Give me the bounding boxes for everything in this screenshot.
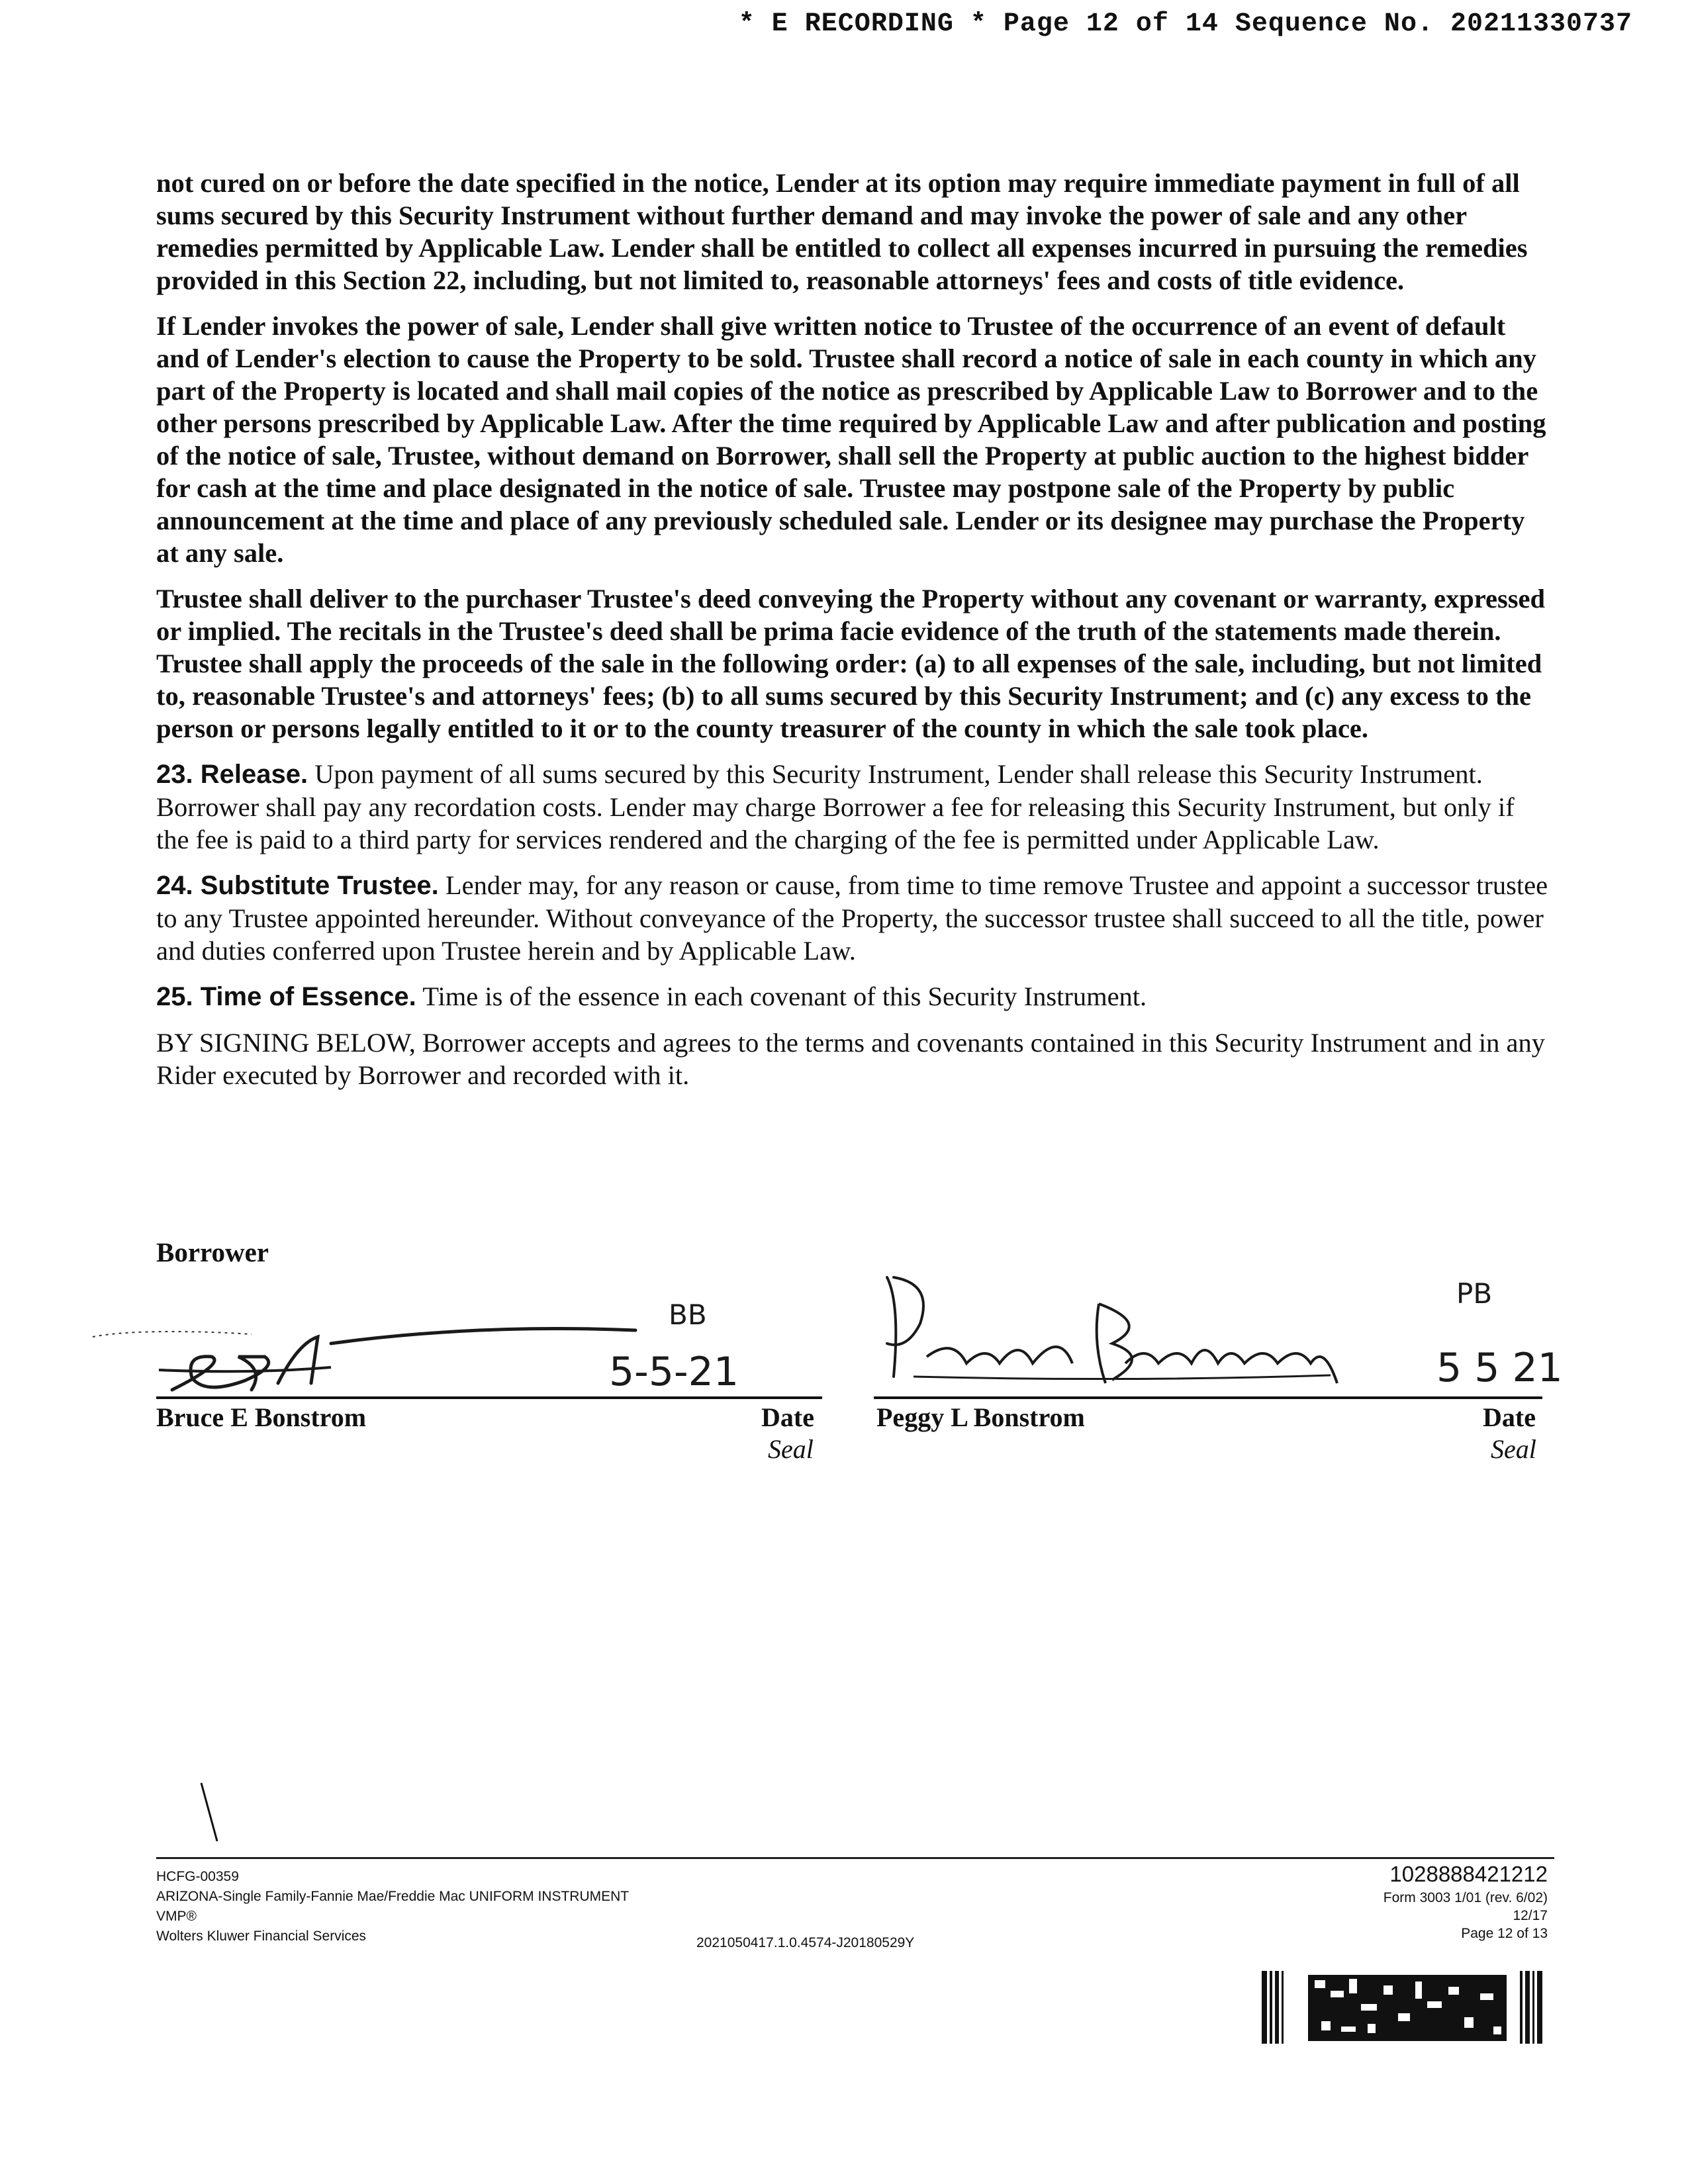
borrower-label: Borrower: [156, 1237, 269, 1267]
recording-stamp: * E RECORDING * Page 12 of 14 Sequence No. 20211330737: [738, 9, 1632, 39]
section-24-text: Lender may, for any reason or cause, from time to time remove Trustee and appoint a successor trustee to any Trustee appointed hereunder. Without conveyance of the Property, the successor trustee shall succeed to all the title, power and duties conferred upon Trustee herein and by Applicable Law.: [156, 870, 1548, 966]
document-body: [156, 167, 1553, 1105]
signature-peggy: [874, 1264, 1350, 1416]
handwritten-date-bruce: 5-5-21: [609, 1349, 739, 1395]
trustee-deed-paragraph: Trustee shall deliver to the purchaser Trustee's deed conveying the Property without any covenant or warranty, expressed or implied. The recitals in the Trustee's deed shall be prima facie evidence of the truth of the statements made therein. Trustee shall apply the proceeds of the sale in the following order: (a) to all expenses of the sale, including, but not limited to, reasonable Trustee's and attorneys' fees; (b) to all sums secured by this Security Instrument; and (c) any excess to the person or persons legally entitled to it or to the county treasurer of the county in which the sale took place.: [156, 584, 1546, 743]
page-number: Page 12 of 13: [1461, 1926, 1548, 1941]
footer-document-code: 2021050417.1.0.4574-J20180529Y: [696, 1935, 915, 1950]
signature-line-peggy: [874, 1396, 1542, 1399]
section-23: [156, 758, 1553, 856]
footer-right: [1383, 1861, 1548, 1942]
footer-form-code: HCFG-00359: [156, 1869, 239, 1884]
section-23-heading: 23. Release.: [156, 760, 308, 789]
section-24-heading: 24. Substitute Trustee.: [156, 871, 439, 900]
seal-label-bruce: Seal: [768, 1434, 814, 1464]
section-24: [156, 869, 1553, 967]
remedies-paragraph: not cured on or before the date specified in the notice, Lender at its option may require immediate payment in full of all sums secured by this Security Instrument without further demand and may invoke the power of sale and any other remedies permitted by Applicable Law. Lender shall be entitled to collect all expenses incurred in pursuing the remedies provided in this Section 22, including, but not limited to, reasonable attorneys' fees and costs of title evidence.: [156, 168, 1528, 295]
footer-left: [156, 1868, 629, 1947]
footer-vmp: VMP®: [156, 1909, 197, 1924]
power-of-sale-paragraph: If Lender invokes the power of sale, Lender shall give written notice to Trustee of the occurrence of an event of default and of Lender's election to cause the Property to be sold. Trustee shall record a notice of sale in each county in which any part of the Property is located and shall mail copies of the notice as prescribed by Applicable Law to Borrower and to the other persons prescribed by Applicable Law. After the time required by Applicable Law and after publication and posting of the notice of sale, Trustee, without demand on Borrower, shall sell the Property at public auction to the highest bidder for cash at the time and place designated in the notice of sale. Trustee may postpone sale of the Property by public announcement at the time and place of any previously scheduled sale. Lender or its designee may purchase the Property at any sale.: [156, 311, 1546, 568]
initials-bruce: BB: [669, 1298, 707, 1331]
signer-name-peggy: Peggy L Bonstrom: [876, 1402, 1085, 1432]
form-revision: 12/17: [1513, 1908, 1548, 1923]
signing-statement: BY SIGNING BELOW, Borrower accepts and agrees to the terms and covenants contained in this Security Instrument and in any Rider executed by Borrower and recorded with it.: [156, 1028, 1545, 1090]
initials-peggy: PB: [1456, 1277, 1493, 1310]
handwritten-date-peggy: 5 5 21: [1436, 1345, 1563, 1391]
footer-rule: [156, 1857, 1554, 1859]
signature-bruce: [79, 1317, 675, 1410]
section-25: [156, 980, 1553, 1013]
form-number: Form 3003 1/01 (rev. 6/02): [1383, 1890, 1548, 1905]
section-23-text: Upon payment of all sums secured by this Security Instrument, Lender shall release this Security Instrument. Borrower shall pay any recordation costs. Lender may charge Borrower a fee for releasing this Security Instrument, but only if the fee is paid to a third party for services rendered and the charging of the fee is permitted under Applicable Law.: [156, 759, 1515, 854]
stray-pen-mark: [199, 1780, 225, 1846]
date-label-bruce: Date: [761, 1402, 814, 1432]
footer-instrument-title: ARIZONA-Single Family-Fannie Mae/Freddie Mac UNIFORM INSTRUMENT: [156, 1889, 630, 1904]
loan-number: 1028888421212: [1389, 1862, 1548, 1886]
footer-publisher: Wolters Kluwer Financial Services: [156, 1929, 367, 1944]
signature-line-bruce: [156, 1396, 822, 1399]
barcode: [1262, 1971, 1544, 2044]
signer-name-bruce: Bruce E Bonstrom: [156, 1402, 367, 1432]
seal-label-peggy: Seal: [1491, 1434, 1536, 1464]
date-label-peggy: Date: [1483, 1402, 1536, 1432]
section-25-heading: 25. Time of Essence.: [156, 982, 416, 1011]
section-25-text: Time is of the essence in each covenant of this Security Instrument.: [416, 981, 1147, 1011]
